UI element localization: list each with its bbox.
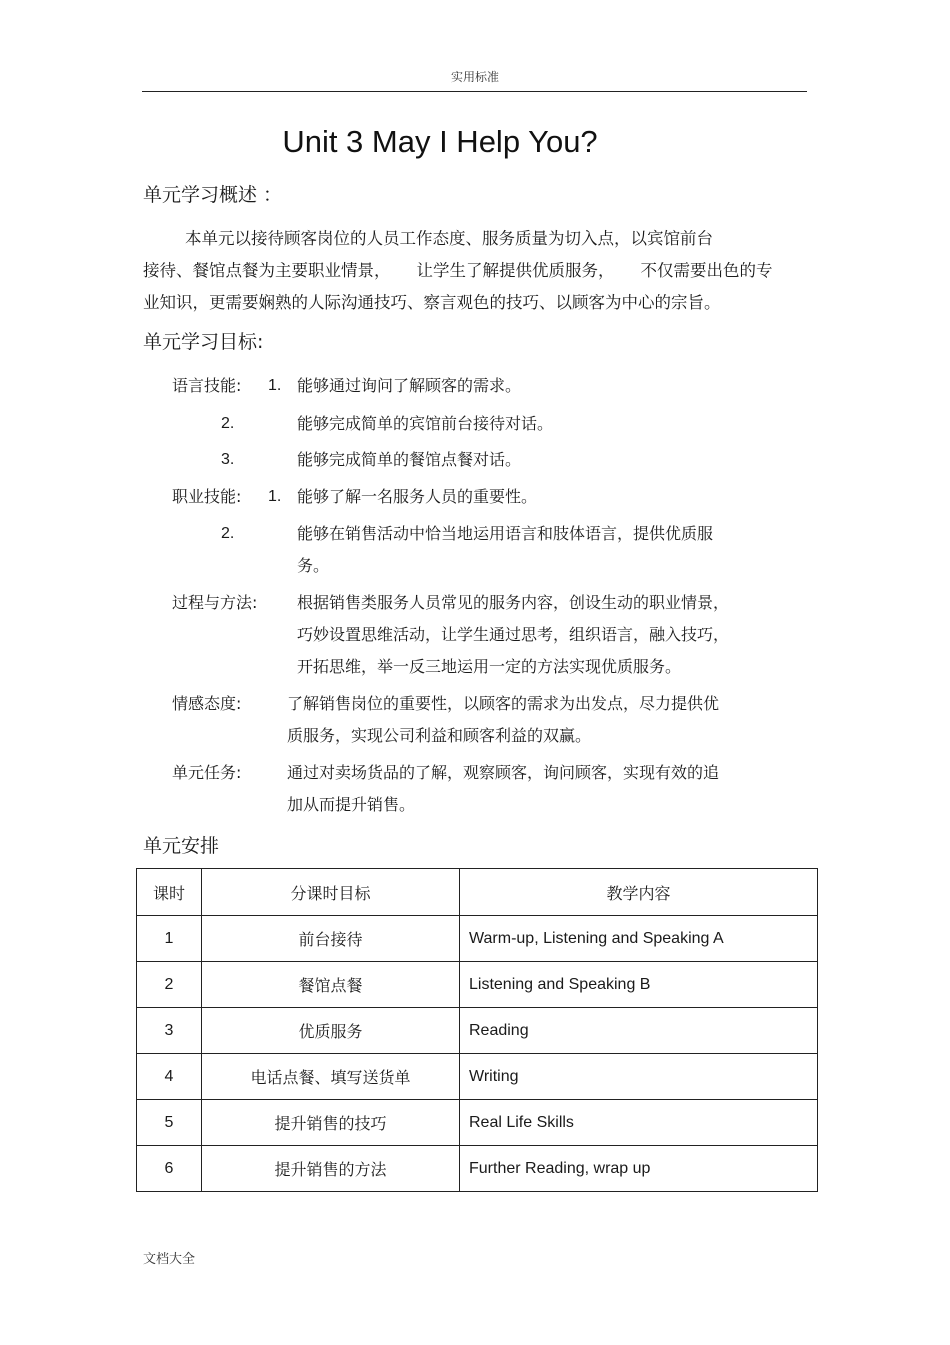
emotion-line: 质服务，实现公司利益和顾客利益的双赢。 xyxy=(287,726,592,745)
lesson-number-cell: 3 xyxy=(137,1008,202,1054)
table-row xyxy=(137,1100,818,1146)
overview-line: 接待、餐馆点餐为主要职业情景， 让学生了解提供优质服务， 不仅需要出色的专 xyxy=(143,261,773,280)
item-number: 1. xyxy=(268,377,282,394)
column-header: 课时 xyxy=(137,869,202,916)
item-number: 1. xyxy=(268,488,282,505)
lesson-number-cell: 2 xyxy=(137,962,202,1008)
unit-task-label: 单元任务: xyxy=(172,763,242,782)
emotion-line: 了解销售岗位的重要性，以顾客的需求为出发点，尽力提供优 xyxy=(287,694,720,713)
table-row xyxy=(137,916,818,962)
item-number: 2. xyxy=(221,525,235,542)
lesson-goal-cell: 前台接待 xyxy=(202,916,460,962)
page-footer: 文档大全 xyxy=(143,1252,196,1267)
lesson-goal-cell: 电话点餐、填写送货单 xyxy=(202,1054,460,1100)
language-item: 能够完成简单的宾馆前台接待对话。 xyxy=(297,414,554,433)
table-row xyxy=(137,1054,818,1100)
table-row xyxy=(137,1008,818,1054)
task-line: 通过对卖场货品的了解，观察顾客，询问顾客，实现有效的追 xyxy=(287,763,720,782)
lesson-content-cell: Further Reading, wrap up xyxy=(460,1146,818,1192)
overview-line: 本单元以接待顾客岗位的人员工作态度、服务质量为切入点，以宾馆前台 xyxy=(185,229,713,248)
header-divider xyxy=(142,91,807,92)
vocational-item: 能够了解一名服务人员的重要性。 xyxy=(297,487,538,506)
process-method-label: 过程与方法: xyxy=(172,593,258,612)
schedule-table xyxy=(136,868,818,1192)
lesson-content-cell: Real Life Skills xyxy=(460,1100,818,1146)
lesson-content-cell: Writing xyxy=(460,1054,818,1100)
lesson-content-cell: Warm-up, Listening and Speaking A xyxy=(460,916,818,962)
process-line: 巧妙设置思维活动，让学生通过思考，组织语言，融入技巧， xyxy=(297,625,730,644)
table-row xyxy=(137,1146,818,1192)
process-line: 开拓思维，举一反三地运用一定的方法实现优质服务。 xyxy=(297,657,682,676)
vocational-item: 能够在销售活动中恰当地运用语言和肢体语言，提供优质服 xyxy=(297,524,714,543)
lesson-number-cell: 1 xyxy=(137,916,202,962)
emotion-attitude-label: 情感态度: xyxy=(172,694,242,713)
lesson-goal-cell: 餐馆点餐 xyxy=(202,962,460,1008)
lesson-goal-cell: 提升销售的技巧 xyxy=(202,1100,460,1146)
lesson-goal-cell: 提升销售的方法 xyxy=(202,1146,460,1192)
table-row xyxy=(137,962,818,1008)
language-item: 能够通过询问了解顾客的需求。 xyxy=(297,376,522,395)
page-title: Unit 3 May I Help You? xyxy=(282,124,598,159)
column-header: 分课时目标 xyxy=(202,869,460,916)
item-number: 3. xyxy=(221,451,235,468)
overview-line: 业知识，更需要娴熟的人际沟通技巧、察言观色的技巧、以顾客为中心的宗旨。 xyxy=(143,293,721,312)
language-skills-label: 语言技能: xyxy=(172,376,242,395)
lesson-number-cell: 6 xyxy=(137,1146,202,1192)
overview-heading: 单元学习概述 ： xyxy=(143,184,283,206)
vocational-skills-label: 职业技能: xyxy=(172,487,242,506)
lesson-number-cell: 5 xyxy=(137,1100,202,1146)
item-number: 2. xyxy=(221,415,235,432)
table-header-row xyxy=(137,869,818,916)
language-item: 能够完成简单的餐馆点餐对话。 xyxy=(297,450,522,469)
vocational-item-continued: 务。 xyxy=(297,556,330,575)
process-line: 根据销售类服务人员常见的服务内容，创设生动的职业情景， xyxy=(297,593,730,612)
column-header: 教学内容 xyxy=(460,869,818,916)
overview-paragraph xyxy=(143,223,803,319)
task-line: 加从而提升销售。 xyxy=(287,795,416,814)
schedule-heading: 单元安排 xyxy=(143,835,220,857)
lesson-goal-cell: 优质服务 xyxy=(202,1008,460,1054)
lesson-content-cell: Reading xyxy=(460,1008,818,1054)
page-header: 实用标准 xyxy=(450,70,499,84)
lesson-number-cell: 4 xyxy=(137,1054,202,1100)
goals-heading: 单元学习目标: xyxy=(143,331,264,353)
lesson-content-cell: Listening and Speaking B xyxy=(460,962,818,1008)
